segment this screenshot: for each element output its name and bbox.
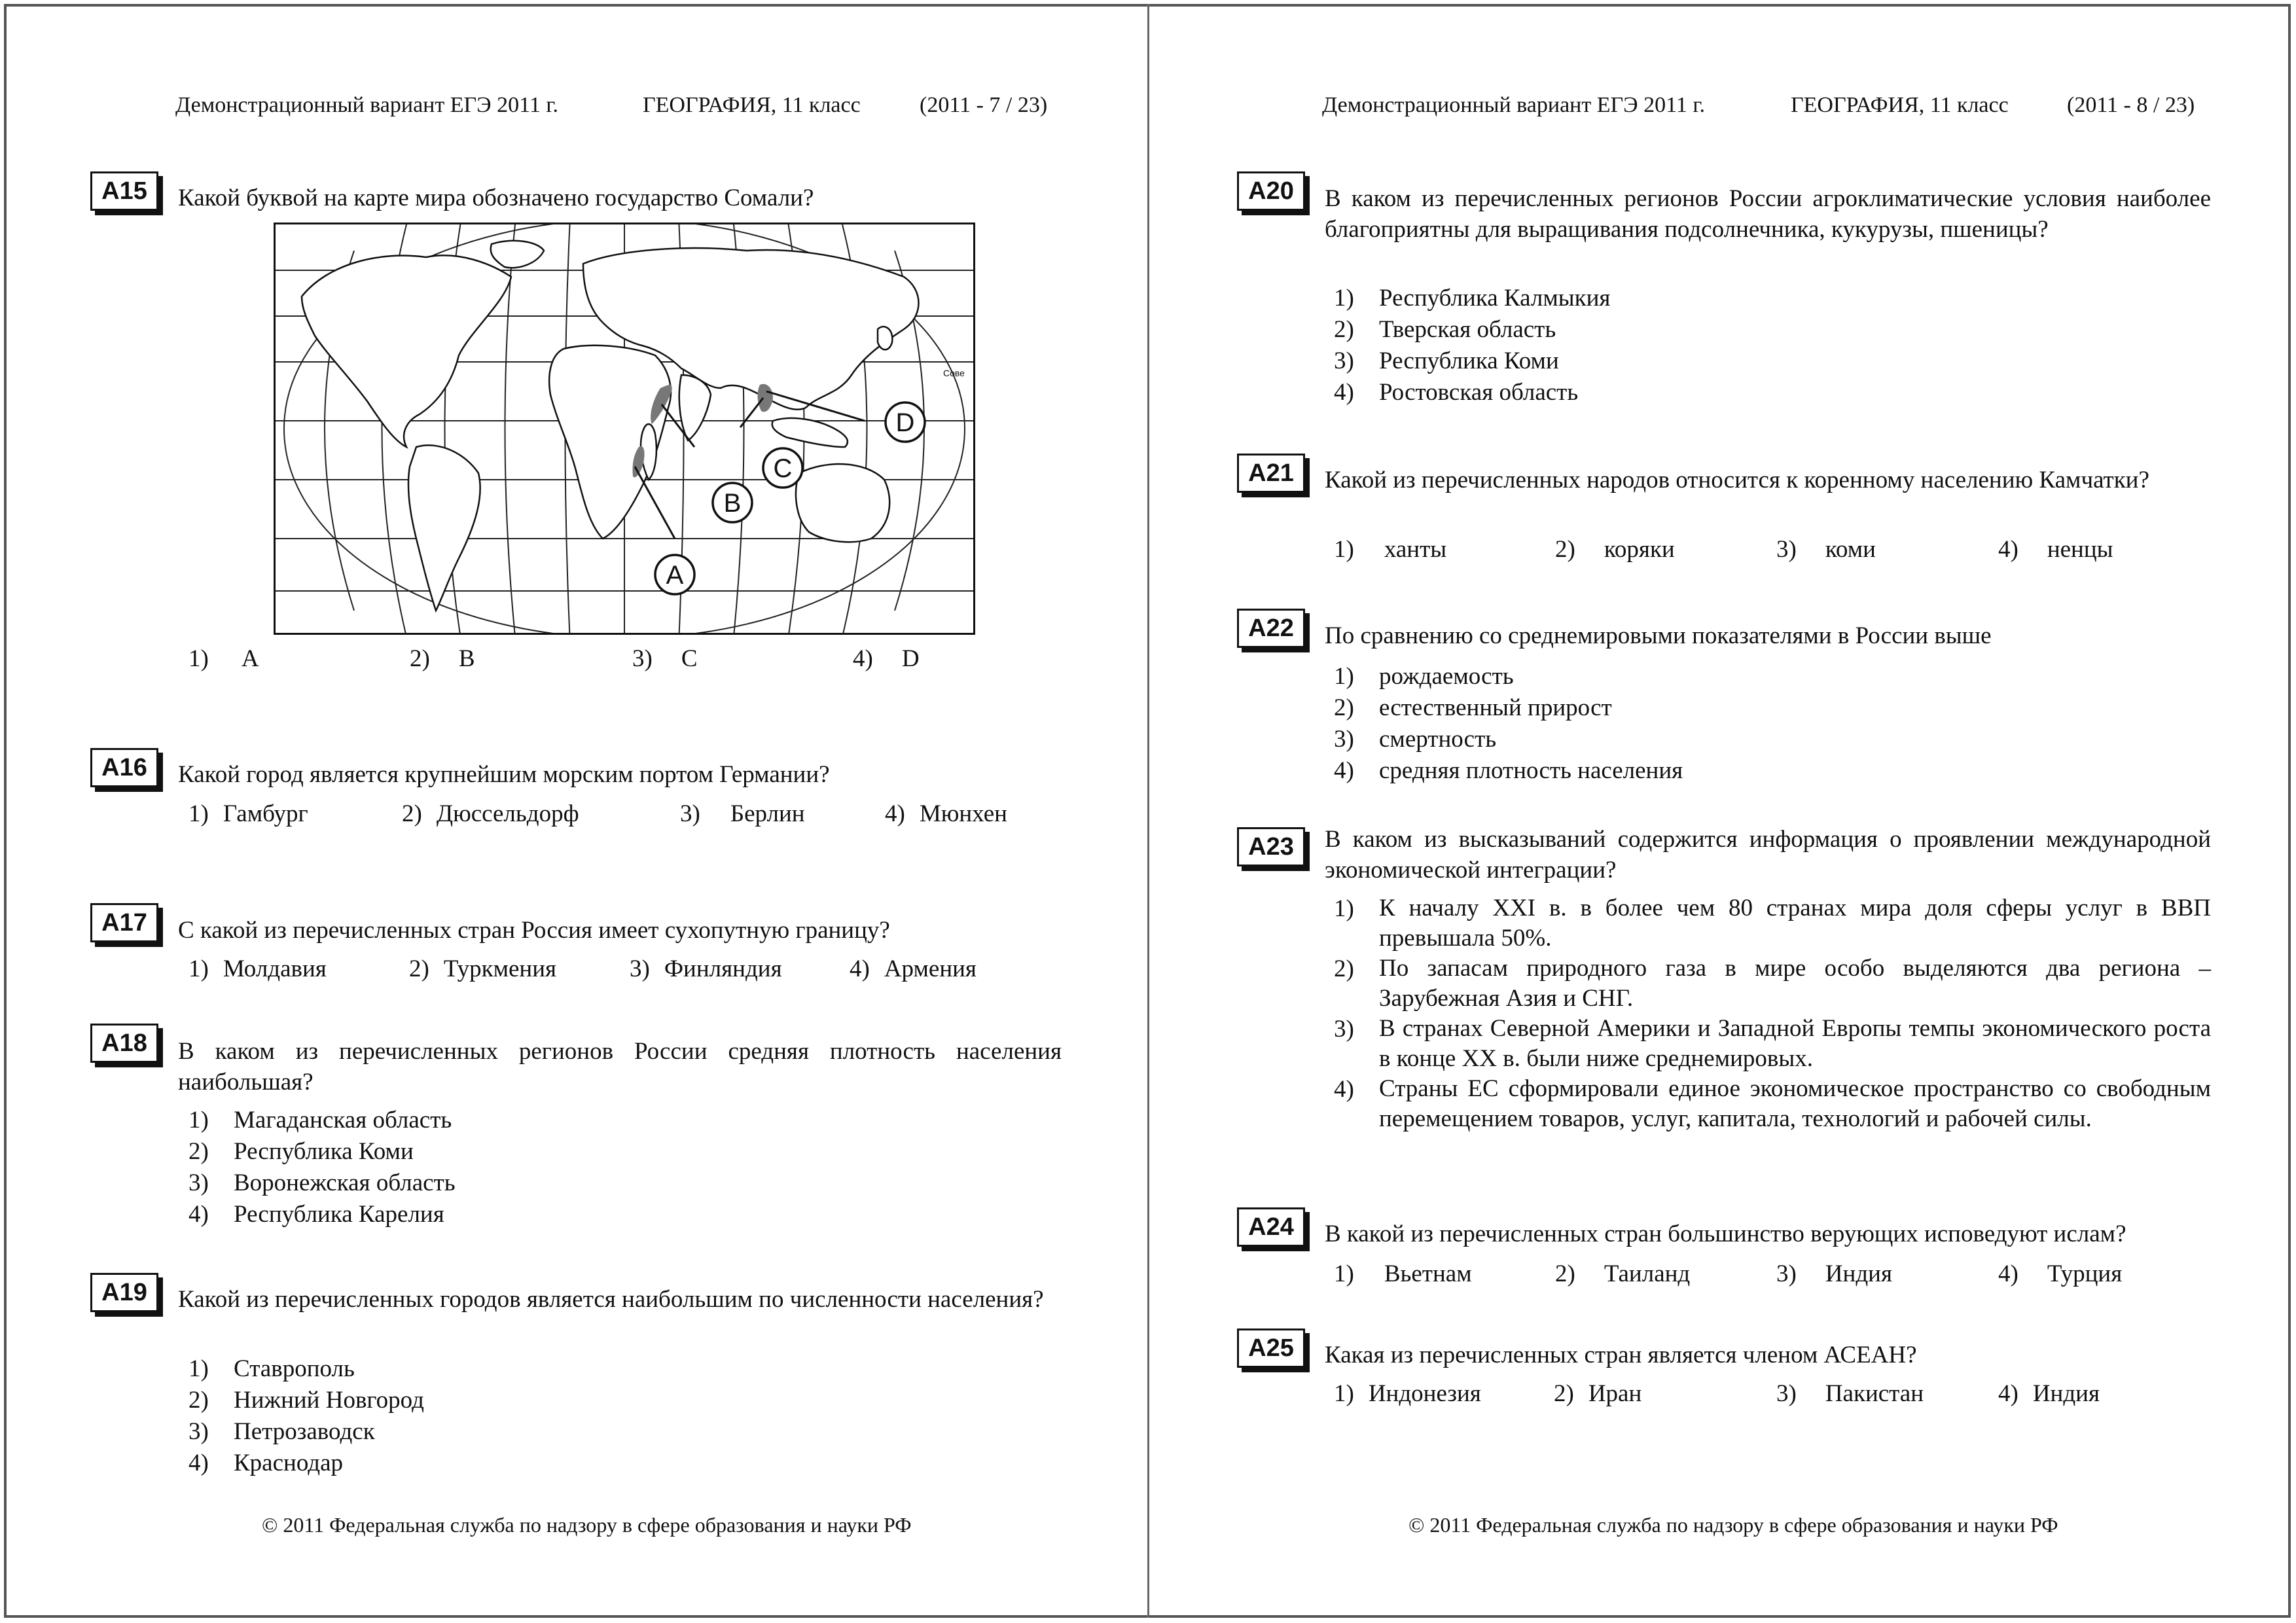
- world-map: [274, 223, 975, 635]
- question-text: С какой из перечисленных стран Россия имеет сухопутную границу?: [178, 917, 890, 944]
- option-3[interactable]: 3) смертность: [1334, 726, 1497, 753]
- question-text: Какой город является крупнейшим морским портом Германии?: [178, 761, 830, 788]
- marker-d-label: D: [895, 408, 915, 437]
- header-subject: ГЕОГРАФИЯ, 11 класс: [1791, 93, 2009, 117]
- option-3[interactable]: 3) Республика Коми: [1334, 348, 1559, 374]
- header-doc-title: Демонстрационный вариант ЕГЭ 2011 г.: [175, 93, 558, 117]
- option-3[interactable]: 3) C: [632, 645, 698, 672]
- question-text: В какой из перечисленных стран большинство верующих исповедуют ислам?: [1325, 1221, 2126, 1247]
- option-3[interactable]: 3) Берлин: [680, 800, 805, 827]
- option-2[interactable]: 2) Таиланд: [1555, 1260, 1691, 1287]
- option-4[interactable]: 4) ненцы: [1998, 536, 2113, 563]
- option-1[interactable]: 1) Республика Калмыкия: [1334, 285, 1611, 312]
- option-3[interactable]: 3) Финляндия: [630, 955, 782, 982]
- option-4[interactable]: 4) средняя плотность населения: [1334, 757, 1683, 784]
- option-1[interactable]: 1) рождаемость: [1334, 663, 1514, 690]
- option-2[interactable]: 2) коряки: [1555, 536, 1675, 563]
- australia-shape: [796, 464, 889, 542]
- question-text: Какая из перечисленных стран является членом АСЕАН?: [1325, 1342, 1917, 1368]
- marker-b-label: B: [723, 489, 742, 518]
- options-list: [188, 1105, 1062, 1230]
- india-shape: [679, 375, 711, 440]
- header-subject: ГЕОГРАФИЯ, 11 класс: [643, 93, 861, 117]
- option-1[interactable]: 1) Ставрополь: [188, 1355, 355, 1382]
- option-3[interactable]: 3) Пакистан: [1776, 1380, 1924, 1407]
- option-1[interactable]: 1) Вьетнам: [1334, 1260, 1472, 1287]
- question-number-box: A22: [1237, 609, 1305, 648]
- options-list: [1334, 283, 2211, 408]
- question-number-box: A25: [1237, 1329, 1305, 1368]
- header-doc-title: Демонстрационный вариант ЕГЭ 2011 г.: [1322, 93, 1705, 117]
- left-page: [0, 0, 1147, 1623]
- option-4[interactable]: 4) Ростовская область: [1334, 379, 1579, 406]
- option-3[interactable]: 3) коми: [1776, 536, 1876, 563]
- question-number-box: A23: [1237, 827, 1305, 866]
- option-2[interactable]: 2) Дюссельдорф: [402, 800, 579, 827]
- question-text: Какой из перечисленных городов является наибольшим по численности населения?: [178, 1286, 1044, 1313]
- question-text: По сравнению со среднемировыми показателями в России выше: [1325, 622, 1992, 649]
- right-page: [1149, 0, 2296, 1623]
- japan-shape: [878, 327, 892, 349]
- option-2[interactable]: 2) B: [410, 645, 475, 672]
- option-4[interactable]: 4) Мюнхен: [885, 800, 1007, 827]
- option-4[interactable]: 4) Армения: [850, 955, 977, 982]
- option-2[interactable]: 2) Республика Коми: [188, 1138, 414, 1165]
- question-number-box: A24: [1237, 1207, 1305, 1247]
- option-4[interactable]: 4) Индия: [1998, 1380, 2100, 1407]
- question-number-box: A18: [90, 1024, 158, 1063]
- question-number-box: A19: [90, 1273, 158, 1312]
- option-2[interactable]: 2) Тверская область: [1334, 316, 1556, 343]
- option-3[interactable]: 3) Воронежская область: [188, 1169, 456, 1196]
- options-list: [188, 1353, 1062, 1479]
- greenland-shape: [491, 241, 544, 268]
- options-list: [1334, 661, 2211, 787]
- option-3[interactable]: 3) Петрозаводск: [188, 1418, 375, 1445]
- question-number-box: A15: [90, 171, 158, 211]
- option-1[interactable]: 1) Молдавия: [188, 955, 327, 982]
- option-2[interactable]: 2) Иран: [1554, 1380, 1642, 1407]
- options-list: [1334, 893, 2211, 1134]
- question-text: В каком из перечисленных регионов России средняя плотность населения наибольшая?: [178, 1038, 1062, 1096]
- question-text: В каком из перечисленных регионов России агроклиматические условия наиболее благоприятны для выращивания подсолнечника, кукурузы, пшеницы?: [1325, 185, 2211, 243]
- option-2[interactable]: 2) Туркмения: [409, 955, 557, 982]
- map-small-label: Сове: [943, 368, 965, 378]
- question-number-box: A17: [90, 903, 158, 942]
- option-2[interactable]: 2) естественный прирост: [1334, 694, 1612, 721]
- question-number-box: A16: [90, 748, 158, 787]
- header-page-number: (2011 - 7 / 23): [920, 93, 1048, 117]
- option-1[interactable]: 1) A: [188, 645, 259, 672]
- option-3[interactable]: 3) В странах Северной Америки и Западной Европы темпы экономического роста в конце XX в. были ниже среднемировых.: [1334, 1015, 2211, 1072]
- question-number-box: A21: [1237, 454, 1305, 493]
- option-1[interactable]: 1) К началу XXI в. в более чем 80 странах мира доля сферы услуг в ВВП превышала 50%.: [1334, 895, 2211, 952]
- option-1[interactable]: 1) ханты: [1334, 536, 1447, 563]
- question-text: Какой из перечисленных народов относится к коренному населению Камчатки?: [1325, 467, 2149, 493]
- option-2[interactable]: 2) Нижний Новгород: [188, 1387, 424, 1414]
- marker-a-label: A: [666, 561, 684, 590]
- marker-a-leader: [635, 467, 675, 539]
- option-2[interactable]: 2) По запасам природного газа в мире особо выделяются два региона – Зарубежная Азия и СНГ.: [1334, 955, 2211, 1012]
- option-4[interactable]: 4) Страны ЕС сформировали единое экономическое пространство со свободным перемещением товаров, услуг, капитала, технологий и рабочей силы.: [1334, 1075, 2211, 1132]
- option-1[interactable]: 1) Магаданская область: [188, 1107, 452, 1133]
- marker-c-label: C: [773, 454, 793, 483]
- option-1[interactable]: 1) Индонезия: [1334, 1380, 1481, 1407]
- header-page-number: (2011 - 8 / 23): [2067, 93, 2195, 117]
- option-4[interactable]: 4) Республика Карелия: [188, 1201, 444, 1228]
- option-4[interactable]: 4) Краснодар: [188, 1450, 344, 1476]
- south-america-shape: [408, 445, 480, 611]
- page-footer: © 2011 Федеральная служба по надзору в сфере образования и науки РФ: [1408, 1513, 2058, 1537]
- question-text: В каком из высказываний содержится информация о проявлении международной экономической интеграции?: [1325, 826, 2211, 883]
- page-footer: © 2011 Федеральная служба по надзору в сфере образования и науки РФ: [262, 1513, 912, 1537]
- option-4[interactable]: 4) D: [853, 645, 920, 672]
- world-map-svg: [276, 224, 973, 633]
- option-3[interactable]: 3) Индия: [1776, 1260, 1892, 1287]
- option-4[interactable]: 4) Турция: [1998, 1260, 2123, 1287]
- question-number-box: A20: [1237, 171, 1305, 211]
- north-america-shape: [302, 255, 511, 447]
- question-text: Какой буквой на карте мира обозначено государство Сомали?: [178, 185, 814, 211]
- option-1[interactable]: 1) Гамбург: [188, 800, 308, 827]
- indonesia-shape: [772, 418, 848, 447]
